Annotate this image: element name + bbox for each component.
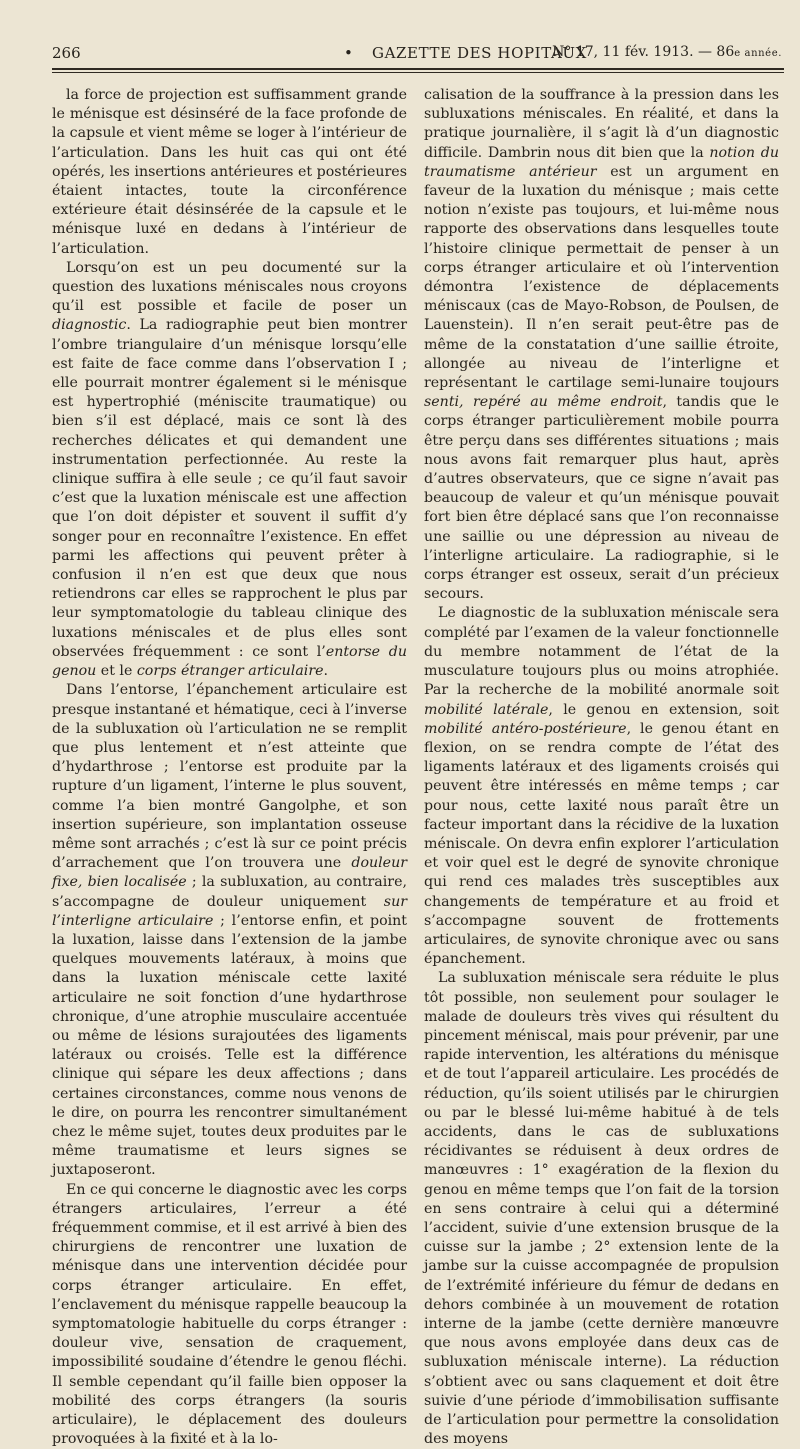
issue-suffix: e année. xyxy=(734,48,782,59)
italic-text: mobilité latérale xyxy=(424,701,549,718)
italic-text: diagnostic xyxy=(52,317,127,334)
journal-title: GAZETTE DES HOPITAUX xyxy=(372,44,587,62)
paragraph xyxy=(52,86,407,259)
text-run: Lorsqu’on est un peu documenté sur la question des luxations méniscales nous croyons qu’il est possible et facile de poser un xyxy=(52,259,407,315)
text-run: , le genou en extension, soit xyxy=(548,701,779,718)
italic-text: corps étranger articulaire xyxy=(136,663,324,680)
page-header xyxy=(52,44,782,66)
italic-text: mobilité antéro-postérieure xyxy=(424,720,627,737)
paragraph xyxy=(424,604,779,969)
issue-number-date: N° 17, 11 fév. 1913. — 86 xyxy=(552,44,735,60)
italic-text: notion du traumatisme antérieur xyxy=(424,144,779,180)
text-run: . xyxy=(323,663,329,680)
right-column xyxy=(424,86,779,1449)
italic-text: senti, repéré au même endroit xyxy=(424,394,663,411)
left-column xyxy=(52,86,407,1449)
paragraph xyxy=(52,1181,407,1449)
text-run: La subluxation méniscale sera réduite le plus tôt possible, non seulement pour soulager le malade de douleurs très vives qui résultent du pincement méniscal, mais pour prévenir, par une rapide intervention, les altérations du ménisque et de tout l’appareil articulaire. Les procédés de réduction, qu’ils soient utilisés par le chirurgien ou par le blessé lui-même habitué à de tels accidents, dans le cas de subluxations récidivantes se réduisent à deux ordres de manœuvres : 1° exagération de la flexion du genou en même temps que l’on fait de la torsion en sens contraire à celui qui a déterminé l’accident, suivie d’une extension brusque de la cuisse sur la jambe ; 2° extension lente de la jambe sur la cuisse accompagnée de propulsion de l’extrémité inférieure du fémur de dedans en dehors combinée à un mouvement de rotation interne de la jambe (cette dernière manœuvre que nous avons employée dans deux cas de subluxation méniscale interne). La réduction s’obtient avec ou sans claquement et doit être suivie d’une période d’immobilisation suffisante de l’articulation pour permettre la consolidation des moyens xyxy=(424,970,779,1448)
text-run: Dans l’entorse, l’épanchement articulaire est presque instantané et hématique, ceci à l’inverse de la subluxation où l’articulation ne se remplit que plus lentement et n’est atteinte que d’hydarthrose ; l’entorse est produite par la rupture d’un ligament, l’interne le plus souvent, comme l’a bien montré Gangolphe, et son insertion supérieure, son implantation osseuse même sont arrachés ; c’est là sur ce point précis d’arrachement que l’on trouvera une xyxy=(52,682,407,872)
text-run: . La radiographie peut bien montrer l’ombre triangulaire d’un ménisque lorsqu’elle est faite de face comme dans l’observation I ; elle pourrait montrer également si le ménisque est hypertrophié (méniscite traumatique) ou bien s’il est déplacé, mais ce sont là des recherches délicates et qui demandent une instrumentation perfectionnée. Au reste la clinique suffira à elle seule ; ce qu’il faut savoir c’est que la luxation méniscale est une affection que l’on doit dépister et souvent il suffit d’y songer pour en reconnaître l’existence. En effet parmi les affections qui peuvent prêter à confusion il n’en est que deux que nous retiendrons car elles se rapprochent le plus par leur symptomatologie du tableau clinique des luxations méniscales et de plus elles sont observées fréquemment : ce sont l’ xyxy=(52,317,407,660)
italic-text: entorse du genou xyxy=(52,643,407,680)
paragraph xyxy=(424,86,779,604)
header-separator: • xyxy=(344,44,353,62)
text-run: la force de projection est suffisamment grande le ménisque est désinséré de la face profonde de la capsule et vient même se loger à l’intérieur de l’articulation. Dans les huit cas qui ont été opérés, les insertions antérieures et postérieures étaient intactes, toute la circonférence extérieure était désinsérée de la capsule et le ménisque luxé en dedans à l’intérieur de l’articulation. xyxy=(52,87,407,257)
paragraph xyxy=(52,259,407,681)
header-rule-thick xyxy=(52,68,784,70)
text-run: , le genou étant en flexion, on se rendra compte de l’état des ligaments latéraux et des ligaments croisés qui peuvent être intéressés en même temps ; car pour nous, cette laxité nous paraît être un facteur important dans la récidive de la luxation méniscale. On devra enfin explorer l’articulation et voir quel est le degré de synovite chronique qui rend ces malades très susceptibles aux changements de température et au froid et s’accompagne souvent de frottements articulaires, de synovite chronique avec ou sans épanchement. xyxy=(424,720,779,968)
page-number: 266 xyxy=(52,44,81,62)
text-run: Le diagnostic de la subluxation méniscale sera complété par l’examen de la valeur fonctionnelle du membre notamment de l’état de la musculature toujours plus ou moins atrophiée. Par la recherche de la mobilité anormale soit xyxy=(424,605,779,699)
header-rule-thin xyxy=(52,72,784,73)
text-run: En ce qui concerne le diagnostic avec les corps étrangers articulaires, l’erreur a été fréquemment commise, et il est arrivé à bien des chirurgiens de rencontrer une luxation de ménisque dans une intervention décidée pour corps étranger articulaire. En effet, l’enclavement du ménisque rappelle beaucoup la symptomatologie habituelle du corps étranger : douleur vive, sensation de craquement, impossibilité soudaine d’étendre le genou fléchi. Il semble cependant qu’il faille bien opposer la mobilité des corps étrangers (la souris articulaire), le déplacement des douleurs provoquées à la fixité et à la lo- xyxy=(52,1181,407,1448)
italic-text: douleur fixe, bien localisée xyxy=(52,855,407,891)
text-run: , tandis que le corps étranger particulièrement mobile pourra être perçu dans ses différentes situations ; mais nous avons fait remarquer plus haut, après d’autres observateurs, que ce signe n’avait pas beaucoup de valeur et qu’un ménisque pouvait fort bien être déplacé sans que l’on reconnaisse une saillie ou une dépression au niveau de l’interligne articulaire. La radiographie, si le corps étranger est osseux, serait d’un précieux secours. xyxy=(424,394,779,603)
issue-info xyxy=(552,44,782,60)
text-run: calisation de la souffrance à la pression dans les subluxations méniscales. En réalité, et dans la pratique journalière, il s’agit là d’un diagnostic difficile. Dambrin nous dit bien que la xyxy=(424,87,779,161)
text-run: et le xyxy=(96,663,137,680)
text-run: est un argument en faveur de la luxation du ménisque ; mais cette notion n’existe pas toujours, et lui-même nous rapporte des observations dans lesquelles toute l’histoire clinique permettait de penser à un corps étranger articulaire et où l’intervention démontra l’existence de déplacements méniscaux (cas de Mayo-Robson, de Poulsen, de Lauenstein). Il n’en serait peut-être pas de même de la constatation d’une saillie étroite, allongée au niveau de l’interligne et représentant le cartilage semi-lunaire toujours xyxy=(424,163,779,392)
text-run: ; la subluxation, au contraire, s’accompagne de douleur uniquement xyxy=(52,874,407,910)
paragraph xyxy=(52,681,407,1180)
text-run: ; l’entorse enfin, et point la luxation, laisse dans l’extension de la jambe quelques mouvements latéraux, à moins que dans la luxation méniscale cette laxité articulaire ne soit fonction d’une hydarthrose chronique, d’une atrophie musculaire accentuée ou même de lésions surajoutées des ligaments latéraux ou croisés. Telle est la différence clinique qui sépare les deux affections ; dans certaines circonstances, comme nous venons de le dire, on pourra les rencontrer simultanément chez le même sujet, toutes deux produites par le même traumatisme et leurs signes se juxtaposeront. xyxy=(52,912,407,1179)
italic-text: sur l’interligne articulaire xyxy=(52,893,407,929)
paragraph xyxy=(424,969,779,1449)
